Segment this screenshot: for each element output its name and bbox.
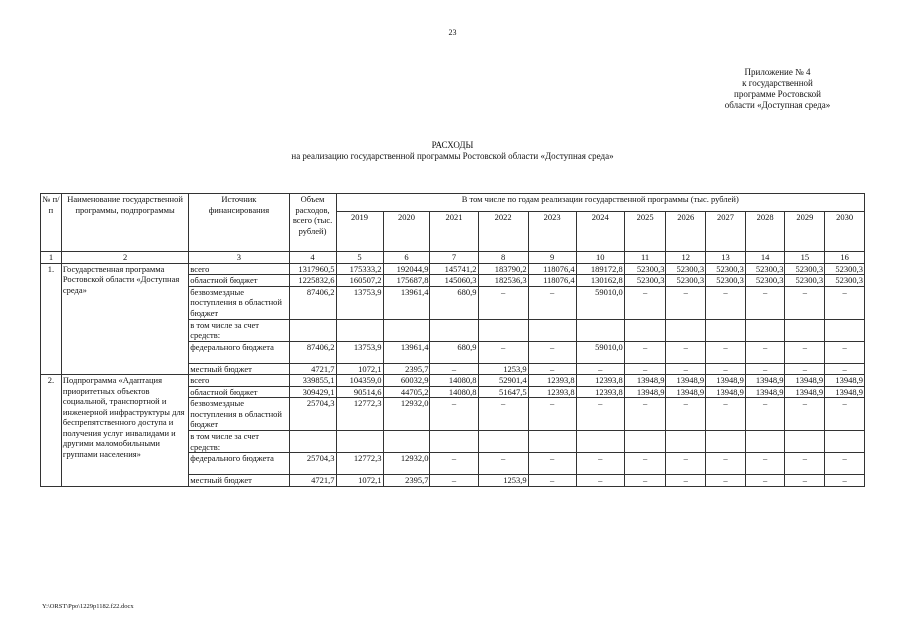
funding-source: местный бюджет	[189, 363, 289, 375]
year-amount: 52300,3	[624, 263, 666, 275]
year-amount: –	[528, 453, 576, 475]
total-amount: 309429,1	[289, 386, 336, 398]
year-amount: –	[825, 286, 865, 319]
year-amount: –	[825, 363, 865, 375]
year-amount: 1253,9	[478, 363, 528, 375]
year-amount: 13961,4	[383, 286, 430, 319]
header-year: 2021	[430, 212, 478, 252]
page-number: 23	[448, 28, 457, 37]
year-amount	[624, 319, 666, 341]
year-amount: –	[576, 475, 624, 487]
funding-source: в том числе за счет средств:	[189, 431, 289, 453]
funding-source: безвозмездные поступления в областной бюджет	[189, 286, 289, 319]
funding-source: всего	[189, 263, 289, 275]
year-amount: –	[478, 341, 528, 363]
year-amount: 12393,8	[528, 386, 576, 398]
year-amount: –	[624, 398, 666, 431]
year-amount: 52300,3	[785, 263, 825, 275]
total-amount: 25704,3	[289, 453, 336, 475]
header-year: 2029	[785, 212, 825, 252]
year-amount: –	[745, 286, 785, 319]
year-amount: 51647,5	[478, 386, 528, 398]
year-amount: 52300,3	[745, 275, 785, 287]
year-amount: 59010,0	[576, 286, 624, 319]
year-amount: –	[576, 363, 624, 375]
year-amount	[336, 319, 383, 341]
year-amount: –	[430, 475, 478, 487]
year-amount	[706, 431, 746, 453]
year-amount: –	[624, 453, 666, 475]
year-amount: –	[745, 363, 785, 375]
header-year: 2022	[478, 212, 528, 252]
year-amount: –	[825, 341, 865, 363]
header-year: 2026	[666, 212, 706, 252]
year-amount	[430, 319, 478, 341]
year-amount: –	[478, 398, 528, 431]
year-amount: 13753,9	[336, 286, 383, 319]
table-row	[41, 263, 865, 275]
column-index-cell: 6	[383, 252, 430, 264]
year-amount: 12772,3	[336, 398, 383, 431]
appendix-line: к государственной	[742, 78, 813, 88]
year-amount: –	[666, 398, 706, 431]
year-amount: –	[745, 398, 785, 431]
year-amount: 13961,4	[383, 341, 430, 363]
funding-source: федерального бюджета	[189, 453, 289, 475]
column-index-cell: 9	[528, 252, 576, 264]
year-amount: –	[624, 363, 666, 375]
year-amount: 13948,9	[745, 375, 785, 387]
year-amount: –	[825, 398, 865, 431]
year-amount: –	[745, 341, 785, 363]
year-amount: –	[430, 398, 478, 431]
document-title	[0, 140, 905, 162]
appendix-line: Приложение № 4	[744, 67, 811, 77]
header-year: 2020	[383, 212, 430, 252]
year-amount: 60032,9	[383, 375, 430, 387]
total-amount: 4721,7	[289, 363, 336, 375]
year-amount	[666, 319, 706, 341]
funding-source: областной бюджет	[189, 386, 289, 398]
year-amount: 44705,2	[383, 386, 430, 398]
year-amount: –	[576, 398, 624, 431]
year-amount: 12393,8	[528, 375, 576, 387]
year-amount: –	[666, 363, 706, 375]
column-index-cell: 13	[706, 252, 746, 264]
year-amount: –	[706, 286, 746, 319]
year-amount	[785, 431, 825, 453]
year-amount: –	[528, 286, 576, 319]
year-amount	[383, 319, 430, 341]
year-amount: –	[624, 286, 666, 319]
year-amount: –	[745, 453, 785, 475]
year-amount: –	[576, 453, 624, 475]
appendix-line: программе Ростовской	[734, 89, 821, 99]
total-amount: 87406,2	[289, 286, 336, 319]
row-number: 1.	[41, 263, 62, 375]
year-amount: 192044,9	[383, 263, 430, 275]
year-amount: 13948,9	[706, 386, 746, 398]
column-index-cell: 14	[745, 252, 785, 264]
header-source: Источник финансирования	[189, 194, 289, 252]
year-amount: –	[825, 453, 865, 475]
column-index-cell: 3	[189, 252, 289, 264]
year-amount: –	[528, 475, 576, 487]
row-number: 2.	[41, 375, 62, 487]
column-index-cell: 12	[666, 252, 706, 264]
year-amount: 160507,2	[336, 275, 383, 287]
year-amount	[336, 431, 383, 453]
year-amount: 52300,3	[706, 275, 746, 287]
column-index-cell: 11	[624, 252, 666, 264]
column-index-cell: 5	[336, 252, 383, 264]
year-amount: –	[785, 286, 825, 319]
year-amount: –	[706, 398, 746, 431]
year-amount: 12932,0	[383, 398, 430, 431]
year-amount: 13948,9	[825, 386, 865, 398]
year-amount: 104359,0	[336, 375, 383, 387]
year-amount: 680,9	[430, 286, 478, 319]
column-index-cell: 7	[430, 252, 478, 264]
year-amount: 182536,3	[478, 275, 528, 287]
year-amount: 12772,3	[336, 453, 383, 475]
year-amount	[478, 431, 528, 453]
year-amount: 183790,2	[478, 263, 528, 275]
year-amount	[383, 431, 430, 453]
appendix-line: области «Доступная среда»	[724, 100, 831, 110]
funding-source: областной бюджет	[189, 275, 289, 287]
year-amount	[745, 431, 785, 453]
year-amount: 13948,9	[666, 375, 706, 387]
year-amount: –	[785, 341, 825, 363]
year-amount: 13948,9	[666, 386, 706, 398]
funding-source: местный бюджет	[189, 475, 289, 487]
column-index-cell: 16	[825, 252, 865, 264]
year-amount: 145060,3	[430, 275, 478, 287]
year-amount: –	[785, 398, 825, 431]
year-amount	[706, 319, 746, 341]
year-amount: 130162,8	[576, 275, 624, 287]
year-amount: 13948,9	[706, 375, 746, 387]
year-amount: 52300,3	[825, 275, 865, 287]
column-index-cell: 10	[576, 252, 624, 264]
header-total: Объем расходов, всего (тыс. рублей)	[289, 194, 336, 252]
year-amount: 12932,0	[383, 453, 430, 475]
total-amount: 1225832,6	[289, 275, 336, 287]
year-amount: 13948,9	[825, 375, 865, 387]
year-amount: 118076,4	[528, 263, 576, 275]
year-amount: 13948,9	[785, 375, 825, 387]
total-amount: 25704,3	[289, 398, 336, 431]
year-amount: 59010,0	[576, 341, 624, 363]
year-amount: 680,9	[430, 341, 478, 363]
year-amount: 52300,3	[785, 275, 825, 287]
year-amount: –	[706, 475, 746, 487]
year-amount	[825, 431, 865, 453]
year-amount: –	[706, 341, 746, 363]
year-amount: –	[528, 398, 576, 431]
footer-file-path: Y:\ORST\Ppo\1229p1182.f22.docx	[42, 603, 134, 610]
appendix-note	[700, 67, 855, 111]
year-amount: 145741,2	[430, 263, 478, 275]
year-amount: 12393,8	[576, 375, 624, 387]
year-amount	[430, 431, 478, 453]
year-amount	[576, 431, 624, 453]
header-years-group: В том числе по годам реализации государственной программы (тыс. рублей)	[336, 194, 864, 212]
year-amount: 52300,3	[745, 263, 785, 275]
year-amount: –	[745, 475, 785, 487]
total-amount	[289, 431, 336, 453]
year-amount: 52300,3	[706, 263, 746, 275]
year-amount: –	[624, 475, 666, 487]
header-year: 2027	[706, 212, 746, 252]
column-index-cell: 1	[41, 252, 62, 264]
year-amount: 118076,4	[528, 275, 576, 287]
year-amount: 12393,8	[576, 386, 624, 398]
year-amount: 52300,3	[666, 275, 706, 287]
year-amount	[666, 431, 706, 453]
total-amount	[289, 319, 336, 341]
year-amount: 2395,7	[383, 475, 430, 487]
year-amount: –	[478, 286, 528, 319]
funding-source: безвозмездные поступления в областной бюджет	[189, 398, 289, 431]
year-amount: –	[666, 453, 706, 475]
column-index-cell: 2	[61, 252, 188, 264]
year-amount: –	[666, 341, 706, 363]
total-amount: 87406,2	[289, 341, 336, 363]
funding-source: всего	[189, 375, 289, 387]
header-name: Наименование государственной программы, подпрограммы	[61, 194, 188, 252]
header-year: 2028	[745, 212, 785, 252]
program-name: Подпрограмма «Адаптация приоритетных объектов социальной, транспортной и инженерной инфраструктуры для беспрепятственного доступа и получения услуг инвалидами и другими маломобильными группами населения»	[61, 375, 188, 487]
title-line-1: РАСХОДЫ	[431, 140, 474, 150]
year-amount: –	[430, 453, 478, 475]
year-amount: 2395,7	[383, 363, 430, 375]
program-name: Государственная программа Ростовской области «Доступная среда»	[61, 263, 188, 375]
year-amount	[825, 319, 865, 341]
header-year: 2023	[528, 212, 576, 252]
year-amount: 13948,9	[624, 386, 666, 398]
header-year: 2024	[576, 212, 624, 252]
year-amount: –	[666, 286, 706, 319]
year-amount: –	[785, 453, 825, 475]
total-amount: 4721,7	[289, 475, 336, 487]
year-amount: 52300,3	[666, 263, 706, 275]
year-amount: 1072,1	[336, 475, 383, 487]
year-amount: 52901,4	[478, 375, 528, 387]
year-amount: 1072,1	[336, 363, 383, 375]
year-amount: 13948,9	[624, 375, 666, 387]
year-amount: –	[785, 363, 825, 375]
total-amount: 1317960,5	[289, 263, 336, 275]
year-amount: –	[528, 341, 576, 363]
year-amount	[528, 431, 576, 453]
year-amount	[624, 431, 666, 453]
year-amount	[745, 319, 785, 341]
year-amount: 1253,9	[478, 475, 528, 487]
year-amount: –	[706, 453, 746, 475]
year-amount: 13948,9	[785, 386, 825, 398]
year-amount: –	[666, 475, 706, 487]
column-index-cell: 4	[289, 252, 336, 264]
total-amount: 339855,1	[289, 375, 336, 387]
year-amount: 90514,6	[336, 386, 383, 398]
year-amount: 13948,9	[745, 386, 785, 398]
year-amount: 175687,8	[383, 275, 430, 287]
year-amount: 175333,2	[336, 263, 383, 275]
column-index-cell: 8	[478, 252, 528, 264]
header-year: 2030	[825, 212, 865, 252]
year-amount: 52300,3	[825, 263, 865, 275]
funding-source: в том числе за счет средств:	[189, 319, 289, 341]
header-no: № п/п	[41, 194, 62, 252]
year-amount: 189172,8	[576, 263, 624, 275]
column-index-cell: 15	[785, 252, 825, 264]
year-amount: 14080,8	[430, 386, 478, 398]
funding-source: федерального бюджета	[189, 341, 289, 363]
title-line-2: на реализацию государственной программы Ростовской области «Доступная среда»	[291, 151, 614, 161]
column-index-row	[41, 252, 865, 264]
year-amount	[478, 319, 528, 341]
year-amount: 52300,3	[624, 275, 666, 287]
year-amount	[576, 319, 624, 341]
expenses-table	[40, 193, 865, 487]
year-amount: –	[825, 475, 865, 487]
year-amount	[785, 319, 825, 341]
header-year: 2019	[336, 212, 383, 252]
table-row	[41, 375, 865, 387]
year-amount: –	[624, 341, 666, 363]
year-amount: –	[706, 363, 746, 375]
year-amount: 13753,9	[336, 341, 383, 363]
year-amount: –	[785, 475, 825, 487]
year-amount	[528, 319, 576, 341]
header-year: 2025	[624, 212, 666, 252]
year-amount: –	[430, 363, 478, 375]
year-amount: 14080,8	[430, 375, 478, 387]
year-amount: –	[478, 453, 528, 475]
year-amount: –	[528, 363, 576, 375]
